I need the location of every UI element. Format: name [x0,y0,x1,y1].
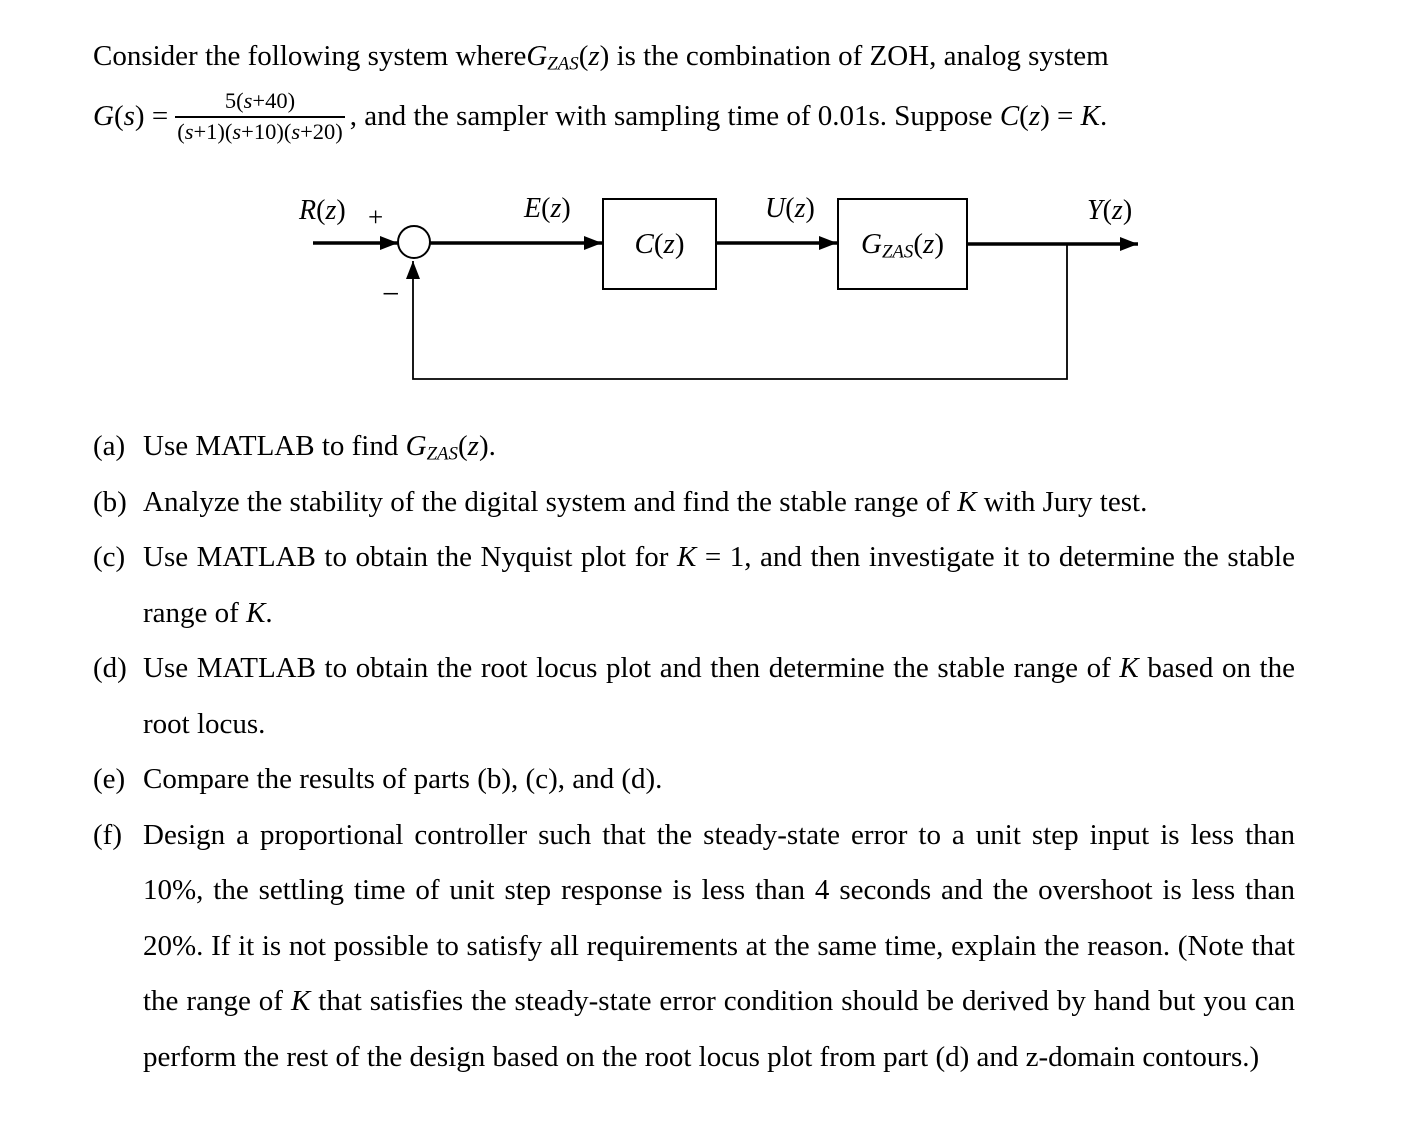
part-a-marker: (a) [93,430,126,462]
part-a [93,419,1295,475]
part-e-text: Compare the results of parts (b), (c), and (d). [143,763,663,795]
fraction-denominator: (s+1)(s+10)(s+20) [177,118,343,144]
fraction-numerator: 5(s+40) [175,88,345,118]
part-b [93,475,1295,531]
equation-lhs: G(s) = [93,100,169,133]
part-a-text: Use MATLAB to find $G_{ZAS}(z)$. [143,430,496,465]
intro-line-2-rest: , and the sampler with sampling time of 0.01s. Suppose C(z) = K. [349,100,1108,133]
part-e-marker: (e) [93,763,126,795]
part-b-text: Analyze the stability of the digital system and find the stable range of K with Jury test. [143,485,1148,518]
part-f-text: Design a proportional controller such that the steady-state error to a unit step input is less than 10%, the settling time of unit step response is less than 4 seconds and the overshoot is less than 20%. If it is not possible to satisfy all requirements at the same time, explain the reason. (Note that the range of K that satisfies the steady-state error condition should be derived by hand but you can perform the rest of the design based on the root locus plot from part (d) and z-domain contours.) [143,818,1295,1073]
input-label: R(z) [299,195,346,226]
question-parts [93,419,1295,1085]
part-d-text: Use MATLAB to obtain the root locus plot and then determine the stable range of K based on the root locus. [143,652,1295,740]
controller-block-label: C(z) [634,227,685,260]
block-diagram [0,0,1426,420]
plant-block [837,198,968,290]
minus-sign: − [382,276,400,311]
part-c-marker: (c) [93,541,126,573]
control-label: U(z) [765,193,815,224]
part-f-marker: (f) [93,818,122,851]
part-e [93,752,1295,808]
intro-line-1: Consider the following system whereG$_{ZAS}$(z) is the combination of ZOH, analog system [93,40,1109,75]
part-c-text: Use MATLAB to obtain the Nyquist plot for K = 1, and then investigate it to determine the stable range of K. [143,541,1295,629]
part-c [93,530,1295,641]
part-d [93,641,1295,752]
output-label: Y(z) [1087,195,1133,226]
part-d-marker: (d) [93,652,127,684]
controller-block [602,198,717,290]
error-label: E(z) [524,193,571,224]
part-b-marker: (b) [93,485,127,518]
plus-sign: + [368,202,384,232]
plant-block-label: $G_{ZAS}(z)$ [860,227,944,263]
part-f [93,808,1295,1086]
summing-junction [398,226,430,258]
feedback-line [413,244,1067,379]
